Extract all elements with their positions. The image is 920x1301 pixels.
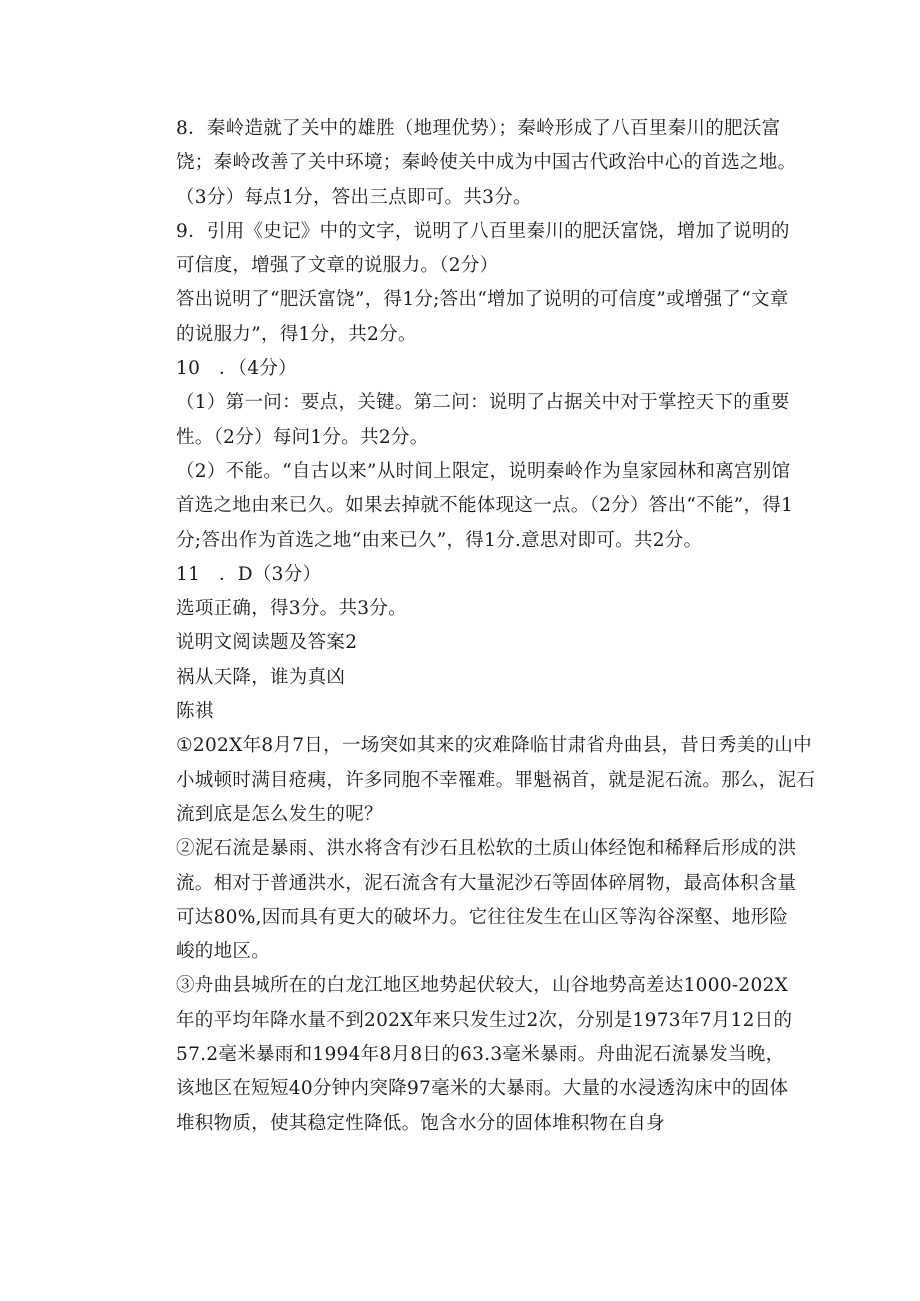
answer-9-scoring: 答出说明了“肥沃富饶”，得1分;答出“增加了说明的可信度”或增强了“文章的说服力”，得1分，共2分。: [176, 289, 789, 345]
article-paragraph-3: ③舟曲县城所在的白龙江地区地势起伏较大，山谷地势高差达1000-202X年的平均年降水量不到202X年来只发生过2次，分别是1973年7月12日的57.2毫米暴雨和1994年8月8日的63.3毫米暴雨。舟曲泥石流暴发当晚，该地区在短短40分钟内突降97毫米的大暴雨。大量的水浸透沟床中的固体堆积物质，使其稳定性降低。饱含水分的固体堆积物在自身: [176, 975, 793, 1134]
answer-10-part-2: （2）不能。“自古以来”从时间上限定，说明秦岭作为皇家园林和离宫别馆首选之地由来已久。如果去掉就不能体现这一点。（2分）答出“不能”，得1分;答出作为首选之地“由来已久”，得1分.意思对即可。共2分。: [176, 460, 794, 551]
answer-10-heading: 10 ．（4分）: [176, 358, 297, 380]
answer-11: 11 ．D（3分）: [176, 563, 322, 585]
article-paragraph-1: ①202X年8月7日，一场突如其来的灾难降临甘肃省舟曲县，昔日秀美的山中小城顿时满目疮痍，许多同胞不幸罹难。罪魁祸首，就是泥石流。那么，泥石流到底是怎么发生的呢？: [176, 735, 816, 825]
answer-9: 9．引用《史记》中的文字，说明了八百里秦川的肥沃富饶，增加了说明的可信度，增强了文章的说服力。（2分）: [176, 220, 790, 277]
answer-10-part-1: （1）第一问：要点，关键。第二问：说明了占据关中对于掌控天下的重要性。（2分）每问1分。共2分。: [176, 392, 790, 448]
article-title: 祸从天降，谁为真凶: [176, 666, 346, 688]
article-author: 陈祺: [176, 701, 214, 723]
section-title: 说明文阅读题及答案2: [176, 632, 358, 654]
article-paragraph-2: ②泥石流是暴雨、洪水将含有沙石且松软的土质山体经饱和稀释后形成的洪流。相对于普通洪水，泥石流含有大量泥沙石等固体碎屑物，最高体积含量可达80%,因而具有更大的破坏力。它往往发生在山区等沟谷深壑、地形险峻的地区。: [176, 838, 797, 963]
document-body: [176, 112, 816, 1141]
answer-8: 8．秦岭造就了关中的雄胜（地理优势）；秦岭形成了八百里秦川的肥沃富饶；秦岭改善了关中环境；秦岭使关中成为中国古代政治中心的首选之地。（3分）每点1分，答出三点即可。共3分。: [176, 118, 797, 208]
answer-11-scoring: 选项正确，得3分。共3分。: [176, 598, 407, 620]
